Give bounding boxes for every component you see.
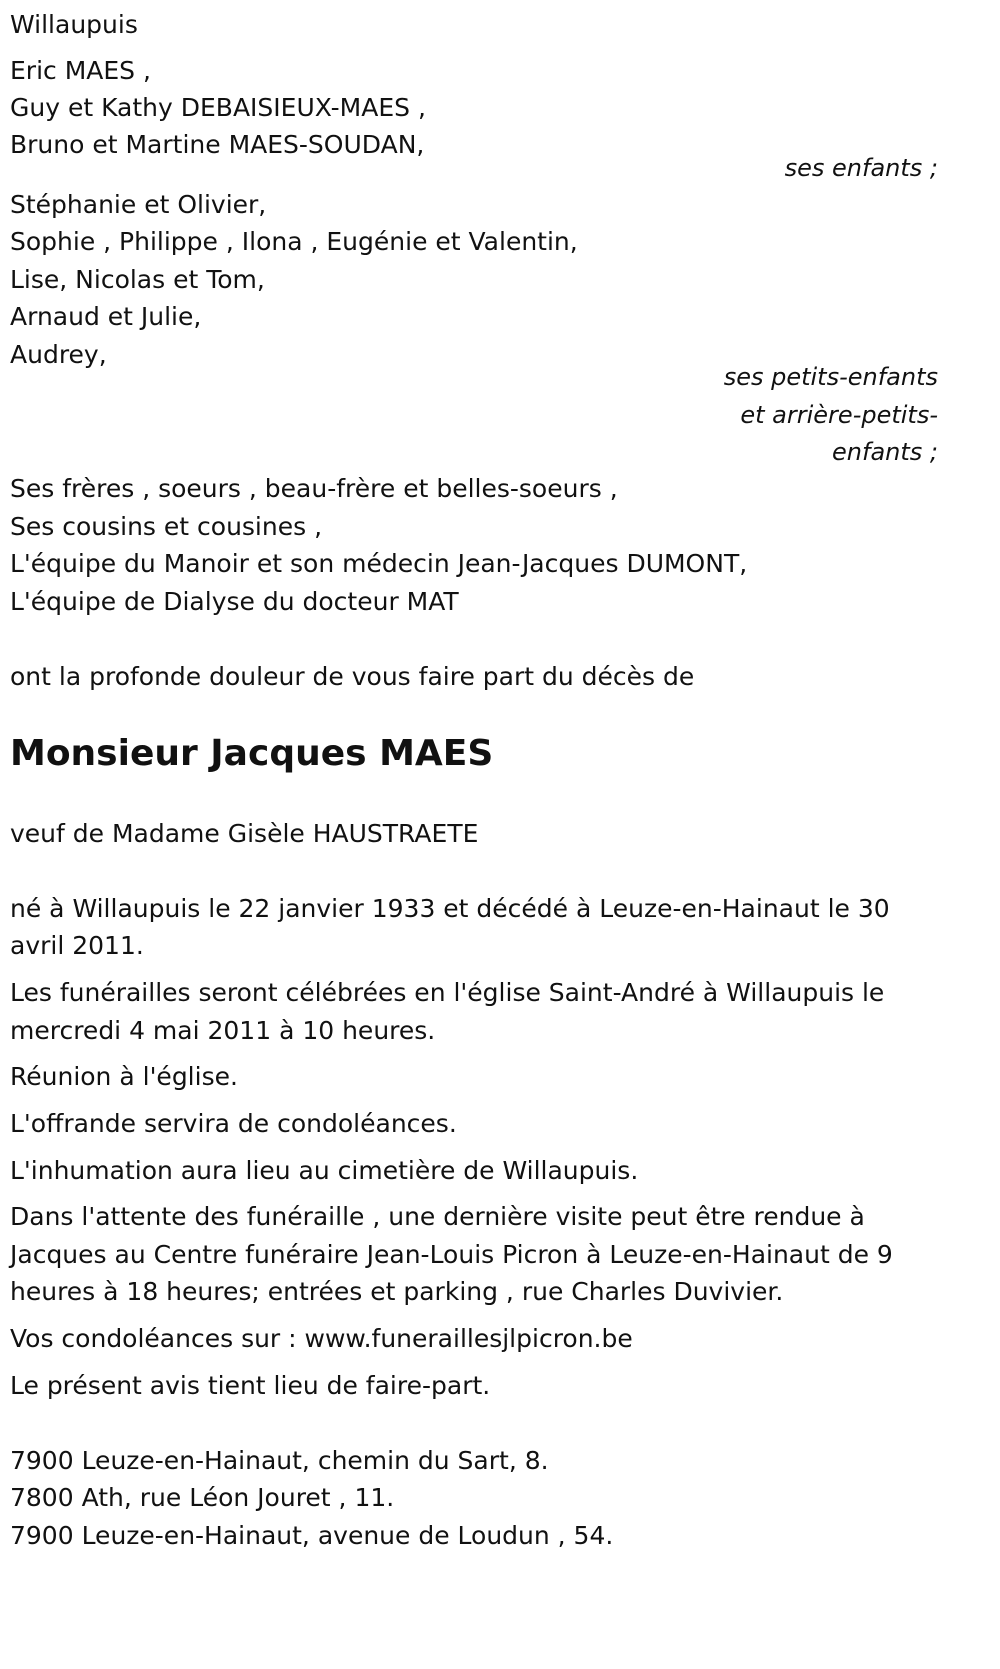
- grandchildren-role-line: ses petits-enfants: [723, 363, 938, 391]
- grandchild-line: Sophie , Philippe , Ilona , Eugénie et Valentin,: [10, 227, 578, 256]
- widower-text: veuf de Madame Gisèle HAUSTRAETE: [10, 819, 479, 848]
- grandchild-line: Stéphanie et Olivier,: [10, 190, 267, 219]
- visit-line: heures à 18 heures; entrées et parking , rue Charles Duvivier.: [10, 1277, 784, 1306]
- meeting-text: Réunion à l'église.: [10, 1062, 238, 1091]
- grandchild-line: Lise, Nicolas et Tom,: [10, 265, 265, 294]
- children-role: ses enfants ;: [784, 154, 938, 182]
- address-line: 7900 Leuze-en-Hainaut, avenue de Loudun , 54.: [10, 1521, 614, 1550]
- birth-death-line: avril 2011.: [10, 931, 144, 960]
- address-line: 7800 Ath, rue Léon Jouret , 11.: [10, 1483, 395, 1512]
- child-line: Eric MAES ,: [10, 56, 151, 85]
- grandchildren-role-line: enfants ;: [832, 438, 938, 466]
- visit-line: Dans l'attente des funéraille , une dernière visite peut être rendue à: [10, 1202, 865, 1231]
- funeral-line: mercredi 4 mai 2011 à 10 heures.: [10, 1016, 436, 1045]
- notice-note: Le présent avis tient lieu de faire-part.: [10, 1371, 491, 1400]
- child-line: Guy et Kathy DEBAISIEUX-MAES ,: [10, 93, 426, 122]
- relatives-line: Ses cousins et cousines ,: [10, 512, 323, 541]
- relatives-line: Ses frères , soeurs , beau-frère et belles-soeurs ,: [10, 474, 618, 503]
- condolences-text: Vos condoléances sur : www.funeraillesjlpicron.be: [10, 1324, 633, 1353]
- announcement-text: ont la profonde douleur de vous faire part du décès de: [10, 662, 695, 691]
- place-name: Willaupuis: [10, 10, 138, 39]
- burial-text: L'inhumation aura lieu au cimetière de Willaupuis.: [10, 1156, 639, 1185]
- deceased-name: Monsieur Jacques MAES: [10, 733, 494, 774]
- birth-death-line: né à Willaupuis le 22 janvier 1933 et décédé à Leuze-en-Hainaut le 30: [10, 894, 890, 923]
- relatives-line: L'équipe de Dialyse du docteur MAT: [10, 587, 459, 616]
- funeral-line: Les funérailles seront célébrées en l'église Saint-André à Willaupuis le: [10, 978, 885, 1007]
- offering-text: L'offrande servira de condoléances.: [10, 1109, 457, 1138]
- grandchildren-role-line: et arrière-petits-: [740, 401, 938, 429]
- address-line: 7900 Leuze-en-Hainaut, chemin du Sart, 8.: [10, 1446, 549, 1475]
- visit-line: Jacques au Centre funéraire Jean-Louis Picron à Leuze-en-Hainaut de 9: [10, 1240, 893, 1269]
- relatives-line: L'équipe du Manoir et son médecin Jean-Jacques DUMONT,: [10, 549, 748, 578]
- child-line: Bruno et Martine MAES-SOUDAN,: [10, 130, 425, 159]
- grandchild-line: Audrey,: [10, 340, 107, 369]
- grandchild-line: Arnaud et Julie,: [10, 302, 202, 331]
